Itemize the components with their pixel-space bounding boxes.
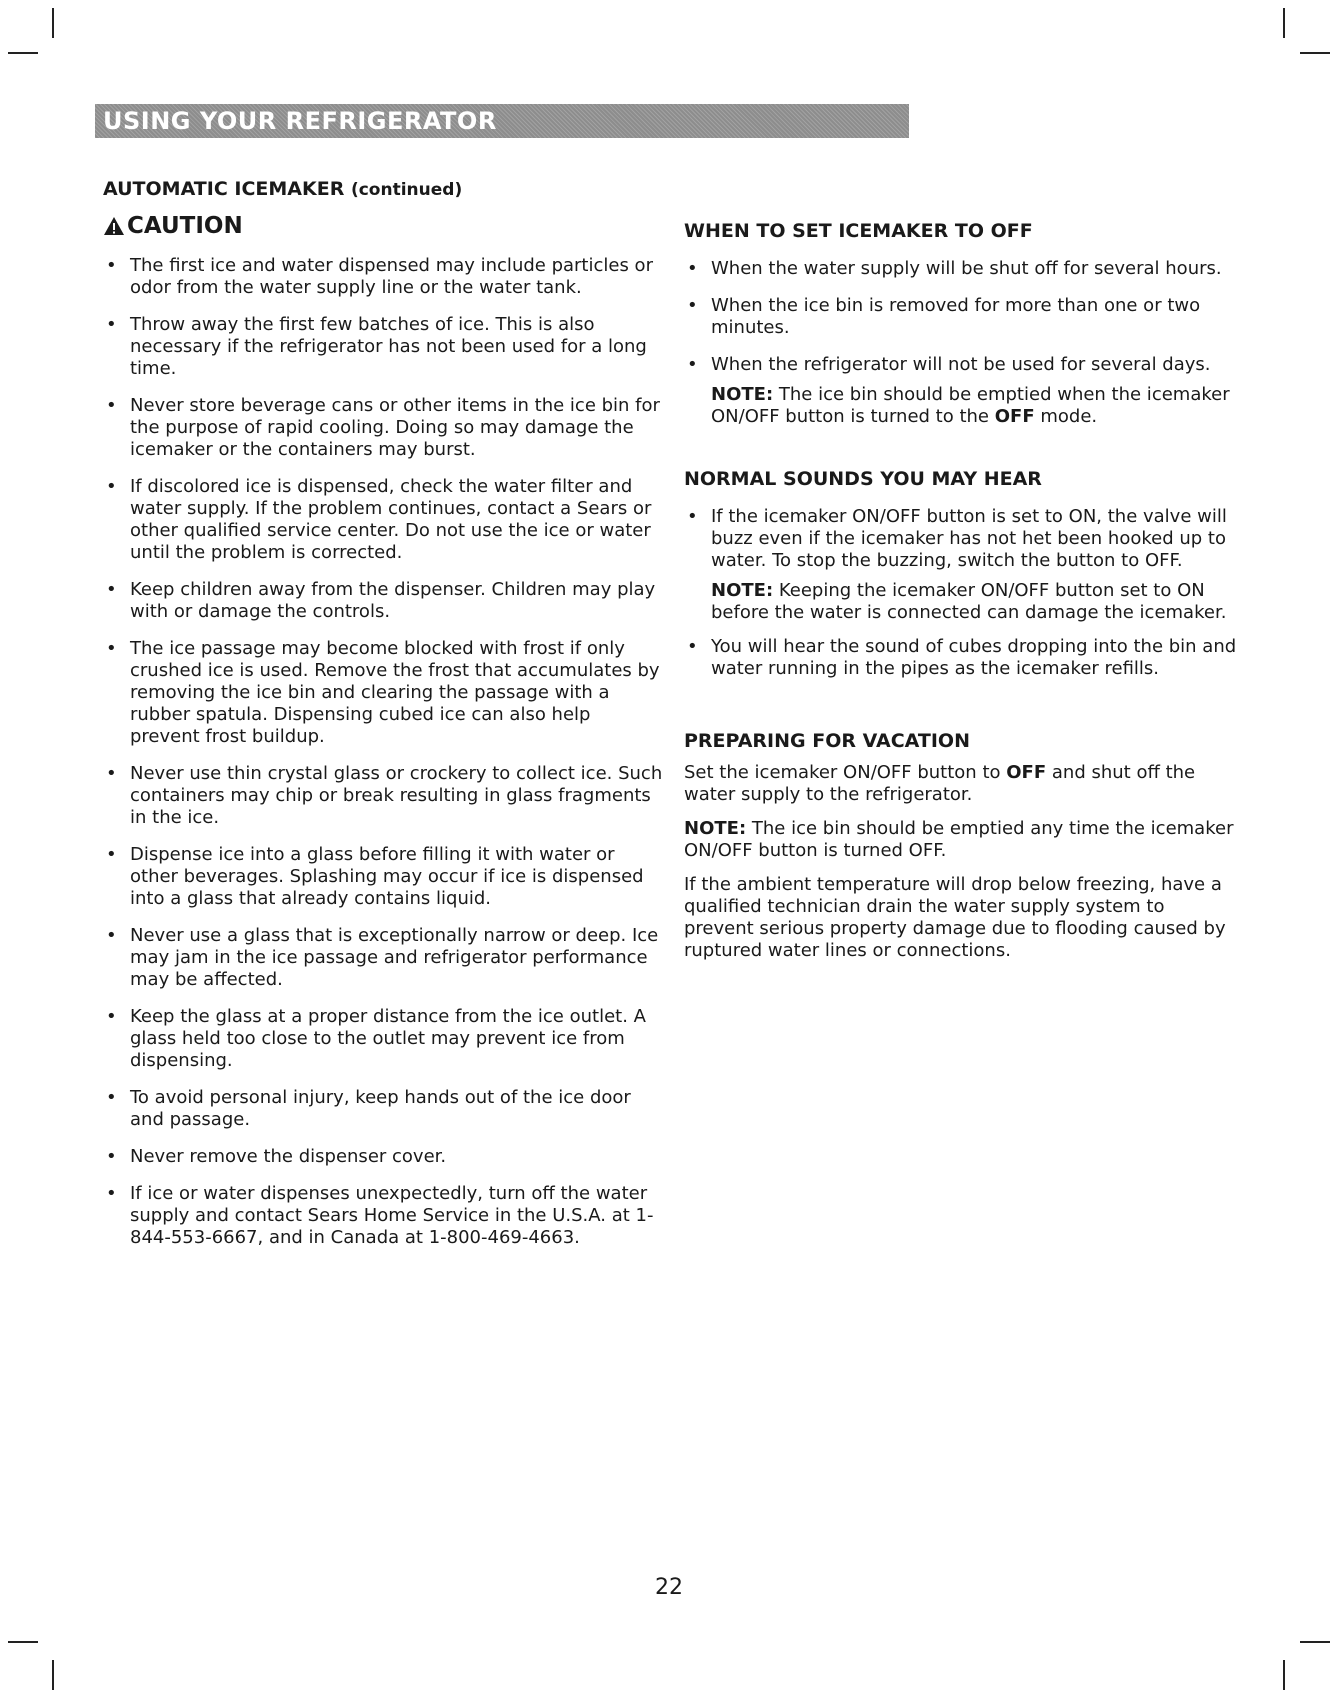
caution-label: CAUTION	[127, 213, 243, 239]
list-item: • Never use a glass that is exceptionally narrow or deep. Ice may jam in the ice passage and refrigerator performance may be affected.	[106, 925, 659, 990]
list-item: • When the refrigerator will not be used for several days.	[687, 354, 1211, 375]
bullet-icon: •	[106, 1006, 117, 1027]
list-item: • The first ice and water dispensed may include particles or odor from the water supply line or the water tank.	[106, 255, 653, 298]
icemaker-off-heading: WHEN TO SET ICEMAKER TO OFF	[684, 220, 1033, 242]
crop-mark	[1300, 52, 1330, 54]
crop-mark	[8, 1641, 38, 1643]
icemaker-off-note: NOTE: The ice bin should be emptied when the icemaker ON/OFF button is turned to the OFF mode.	[711, 384, 1230, 427]
caution-title	[103, 215, 663, 237]
icemaker-off-section	[684, 220, 1239, 428]
crop-mark	[52, 1660, 54, 1690]
section-banner	[95, 104, 909, 138]
note-label: NOTE:	[711, 384, 774, 405]
list-item: • If discolored ice is dispensed, check the water filter and water supply. If the problem continues, contact a Sears or other qualified service center. Do not use the ice or water until the problem is corrected.	[106, 476, 652, 563]
bullet-icon: •	[106, 1087, 117, 1108]
bullet-icon: •	[687, 295, 698, 316]
normal-sounds-section	[684, 468, 1239, 680]
normal-sounds-list-2	[684, 636, 1239, 680]
bullet-icon: •	[106, 925, 117, 946]
list-item: • To avoid personal injury, keep hands out of the ice door and passage.	[106, 1087, 631, 1130]
list-item: • Keep the glass at a proper distance from the ice outlet. A glass held too close to the outlet may prevent ice from dispensing.	[106, 1006, 646, 1071]
list-item: • Throw away the first few batches of ice. This is also necessary if the refrigerator has not been used for a long time.	[106, 314, 647, 379]
crop-mark	[1283, 8, 1285, 38]
bullet-icon: •	[106, 1146, 117, 1167]
normal-sounds-heading: NORMAL SOUNDS YOU MAY HEAR	[684, 468, 1042, 490]
normal-sounds-note: NOTE: Keeping the icemaker ON/OFF button set to ON before the water is connected can damage the icemaker.	[711, 580, 1227, 623]
normal-sounds-list	[684, 506, 1239, 572]
crop-mark	[1283, 1660, 1285, 1690]
icemaker-off-list	[684, 258, 1239, 376]
vacation-section	[684, 730, 1239, 962]
vacation-paragraph: Set the icemaker ON/OFF button to OFF and shut off the water supply to the refrigerator.	[684, 762, 1196, 805]
bullet-icon: •	[106, 255, 117, 276]
bullet-icon: •	[106, 763, 117, 784]
list-item: • Never remove the dispenser cover.	[106, 1146, 447, 1167]
list-item: • If the icemaker ON/OFF button is set to ON, the valve will buzz even if the icemaker has not het been hooked up to water. To stop the buzzing, switch the button to OFF.	[687, 506, 1227, 571]
bullet-icon: •	[106, 638, 117, 659]
page-number: 22	[655, 1575, 683, 1600]
vacation-heading: PREPARING FOR VACATION	[684, 730, 970, 752]
list-item: • When the water supply will be shut off for several hours.	[687, 258, 1222, 279]
caution-list	[103, 255, 663, 1249]
list-item: • Never use thin crystal glass or crockery to collect ice. Such containers may chip or break resulting in glass fragments in the ice.	[106, 763, 663, 828]
bullet-icon: •	[106, 579, 117, 600]
banner-title: USING YOUR REFRIGERATOR	[103, 107, 497, 135]
list-item: • Keep children away from the dispenser. Children may play with or damage the controls.	[106, 579, 656, 622]
list-item: • Dispense ice into a glass before filling it with water or other beverages. Splashing may occur if ice is dispensed into a glass that already contains liquid.	[106, 844, 644, 909]
crop-mark	[52, 8, 54, 38]
bullet-icon: •	[687, 354, 698, 375]
bullet-icon: •	[687, 258, 698, 279]
bullet-icon: •	[687, 506, 698, 527]
bullet-icon: •	[106, 844, 117, 865]
list-item: • If ice or water dispenses unexpectedly, turn off the water supply and contact Sears Home Service in the U.S.A. at 1-844-553-6667, and in Canada at 1-800-469-4663.	[106, 1183, 654, 1248]
list-item: • You will hear the sound of cubes dropping into the bin and water running in the pipes as the icemaker refills.	[687, 636, 1237, 679]
list-item: • Never store beverage cans or other items in the ice bin for the purpose of rapid cooling. Doing so may damage the icemaker or the containers may burst.	[106, 395, 660, 460]
note-label: NOTE:	[684, 818, 747, 839]
bullet-icon: •	[106, 395, 117, 416]
note-label: NOTE:	[711, 580, 774, 601]
vacation-note: NOTE: The ice bin should be emptied any time the icemaker ON/OFF button is turned OFF.	[684, 818, 1234, 861]
left-column	[103, 178, 663, 1264]
list-item: • The ice passage may become blocked with frost if only crushed ice is used. Remove the frost that accumulates by removing the ice bin and clearing the passage with a rubber spatula. Dispensing cubed ice can also help prevent frost buildup.	[106, 638, 660, 747]
bullet-icon: •	[106, 476, 117, 497]
crop-mark	[8, 52, 38, 54]
right-column	[684, 220, 1239, 990]
bullet-icon: •	[106, 314, 117, 335]
automatic-icemaker-heading: AUTOMATIC ICEMAKER (continued)	[103, 178, 463, 200]
list-item: • When the ice bin is removed for more than one or two minutes.	[687, 295, 1201, 338]
heading-continued: (continued)	[350, 180, 463, 200]
vacation-paragraph: If the ambient temperature will drop below freezing, have a qualified technician drain the water supply system to prevent serious property damage due to flooding caused by ruptured water lines or connections.	[684, 874, 1226, 961]
bullet-icon: •	[687, 636, 698, 657]
bullet-icon: •	[106, 1183, 117, 1204]
warning-triangle-icon	[103, 216, 125, 236]
crop-mark	[1300, 1641, 1330, 1643]
